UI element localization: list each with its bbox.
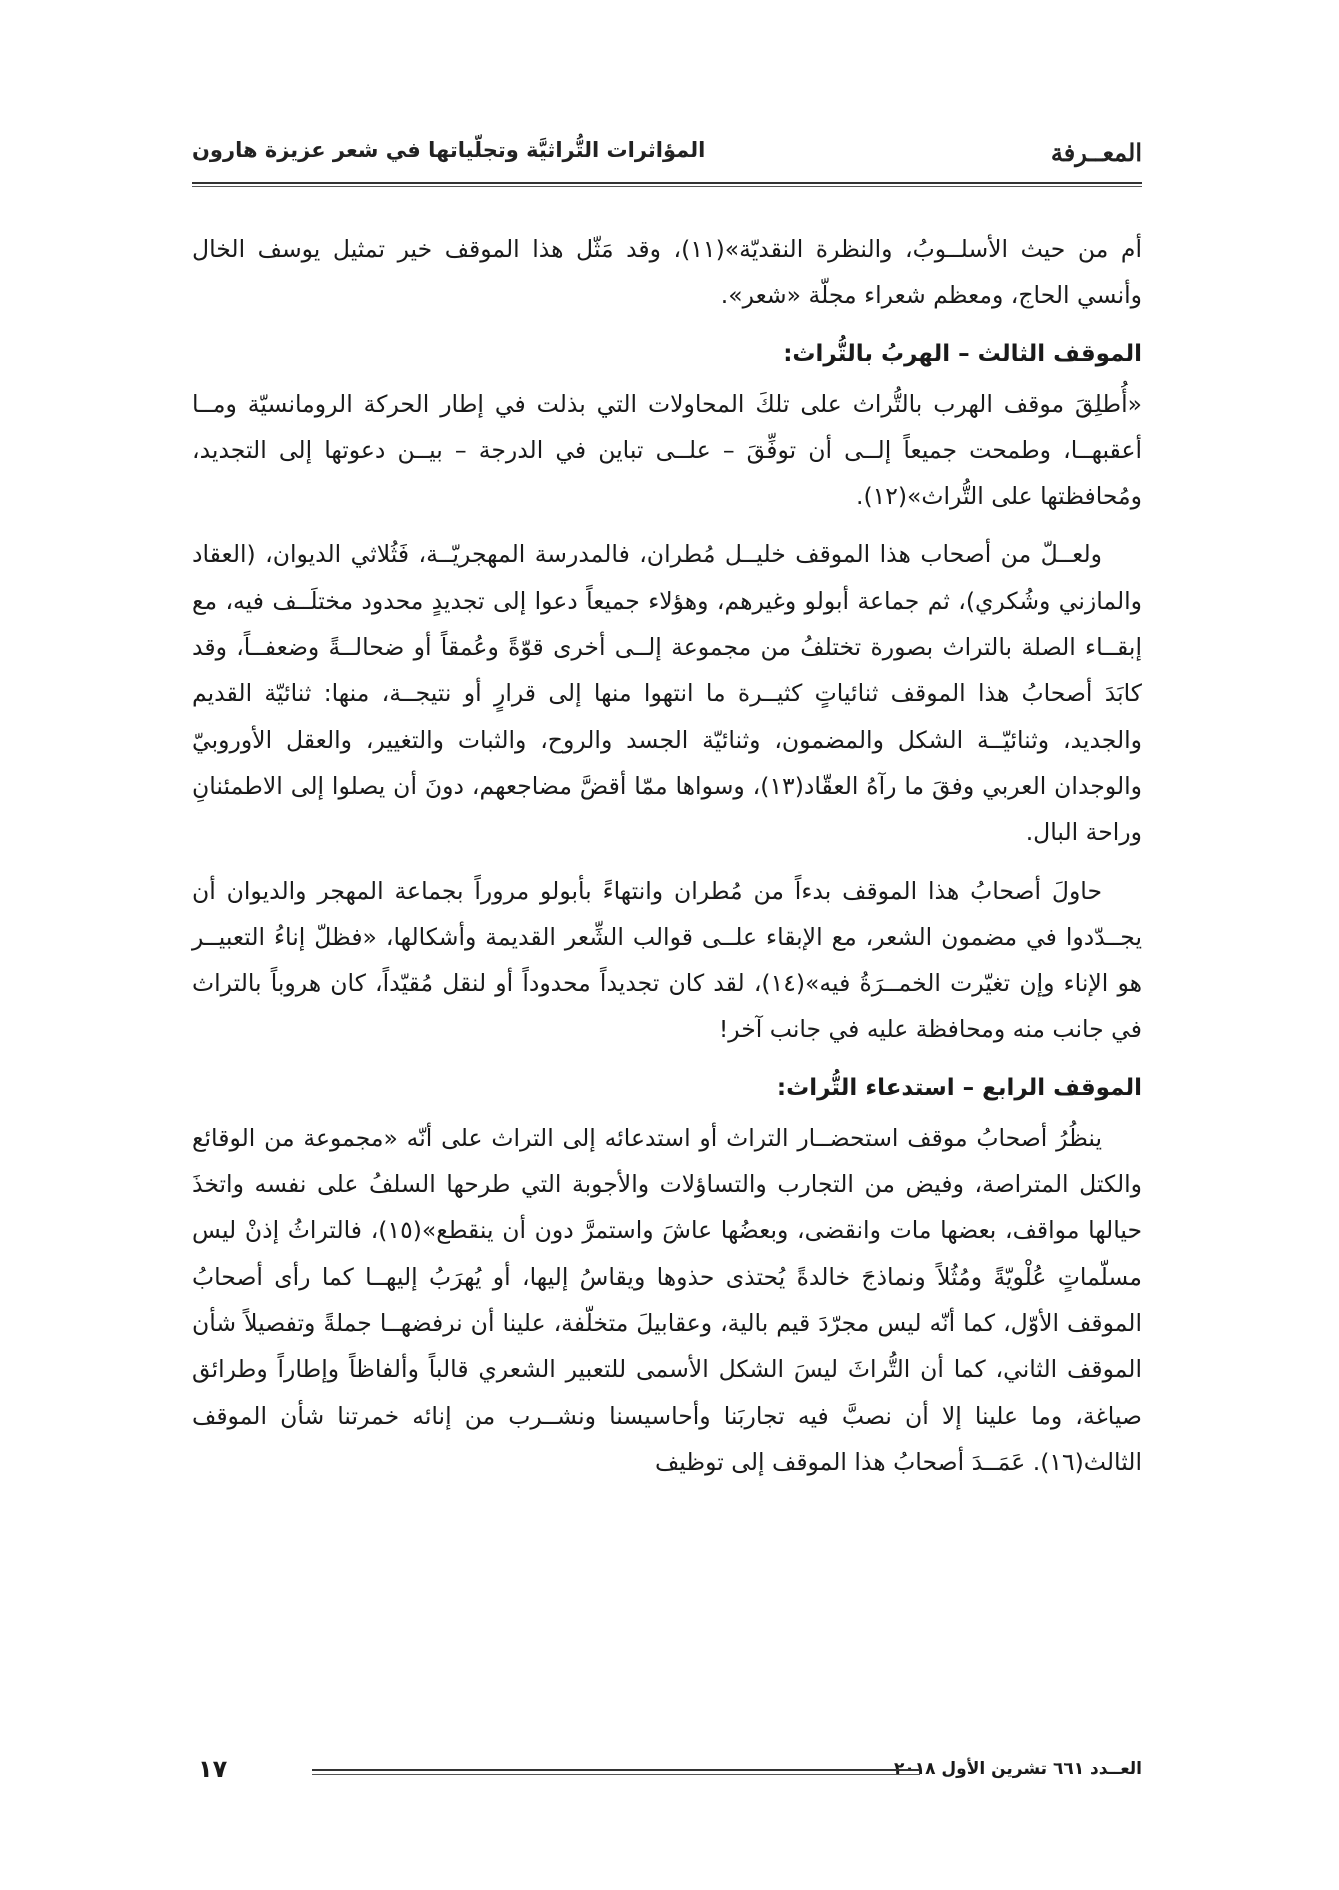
page-footer (192, 1755, 1142, 1795)
paragraph-4: حاولَ أصحابُ هذا الموقف بدءاً من مُطران وانتهاءً بأبولو مروراً بجماعة المهجر والديوان أن يجــدّدوا في مضمون الشعر، مع الإبقاء علــى قوالب الشِّعر القديمة وأشكالها، «فظلّ إناءُ التعبيــر هو الإناء وإن تغيّرت الخمــرَةُ فيه»(١٤)، لقد كان تجديداً محدوداً أو لنقل مُقيّداً، كان هروباً بالتراث في جانب منه ومحافظة عليه في جانب آخر! (192, 876, 1142, 1044)
article-body (192, 226, 1142, 1497)
page-number: ١٧ (198, 1755, 228, 1783)
section-heading-third-position: الموقف الثالث – الهربُ بالتُّراث: (783, 340, 1142, 367)
paragraph-5: ينظُرُ أصحابُ موقف استحضــار التراث أو استدعائه إلى التراث على أنّه «مجموعة من الوقائع والكتل المتراصة، وفيض من التجارب والتساؤلات والأجوبة التي طرحها السلفُ على نفسه واتخذَ حيالها مواقف، بعضها مات وانقضى، وبعضُها عاشَ واستمرَّ دون أن ينقطع»(١٥)، فالتراثُ إذنْ ليس مسلّماتٍ عُلْويّةً ومُثُلاً ونماذجَ خالدةً يُحتذى حذوها ويقاسُ إليها، أو يُهرَبُ إليهــا كما رأى أصحابُ الموقف الأوّل، كما أنّه ليس مجرّدَ قيم بالية، وعقابيلَ متخلّفة، علينا أن نرفضهــا جملةً وتفصيلاً شأن الموقف الثاني، كما أن التُّراثَ ليسَ الشكل الأسمى للتعبير الشعري قالباً وألفاظاً وإطاراً وطرائق صياغة، وما علينا إلا أن نصبَّ فيه تجاربَنا وأحاسيسنا ونشــرب من إنائه خمرتنا شأن الموقف الثالث(١٦). عَمَــدَ أصحابُ هذا الموقف إلى توظيف (192, 1123, 1142, 1476)
running-title: المؤاثرات التُّراثيَّة وتجلّياتها في شعر عزيزة هارون (192, 138, 706, 162)
paragraph-3: ولعــلّ من أصحاب هذا الموقف خليــل مُطران، فالمدرسة المهجريّــة، فَثُلاثي الديوان، (العقاد والمازني وشُكري)، ثم جماعة أبولو وغيرهم، وهؤلاء جميعاً دعوا إلى تجديدٍ محدود مختلَــف فيه، مع إبقــاء الصلة بالتراث بصورة تختلفُ من مجموعة إلــى أخرى قوّةً وعُمقاً أو ضحالــةً وضعفــاً، وقد كابَدَ أصحابُ هذا الموقف ثنائياتٍ كثيــرة ما انتهوا منها إلى قرارٍ أو نتيجــة، منها: ثنائيّة القديم والجديد، وثنائيّــة الشكل والمضمون، وثنائيّة الجسد والروح، والثبات والتغيير، والعقل الأوروبيّ والوجدان العربي وفقَ ما رآهُ العقّاد(١٣)، وسواها ممّا أقضَّ مضاجعهم، دونَ أن يصلوا إلى الاطمئنانِ وراحة البال. (192, 540, 1142, 847)
page-header (192, 134, 1142, 174)
footer-divider-thin (312, 1774, 920, 1775)
header-divider-thin (192, 186, 1142, 187)
paragraph-1: أم من حيث الأسلــوبُ، والنظرة النقديّة»(١١)، وقد مَثّل هذا الموقف خير تمثيل يوسف الخال وأنسي الحاج، ومعظم شعراء مجلّة «شعر». (192, 235, 1142, 310)
section-heading-fourth-position: الموقف الرابع – استدعاء التُّراث: (776, 1074, 1142, 1101)
issue-info: العــدد ٦٦١ تشرين الأول ٢٠١٨ (893, 1759, 1142, 1779)
paragraph-2: «أُطلِقَ موقف الهرب بالتُّراث على تلكَ المحاولات التي بذلت في إطار الحركة الرومانسيّة ومــا أعقبهــا، وطمحت جميعاً إلــى أن توفِّقَ – علــى تباين في الدرجة – بيــن دعوتها إلى التجديد، ومُحافظتها على التُّراث»(١٢). (192, 389, 1142, 511)
journal-logo: المعــرفة (1050, 138, 1142, 167)
footer-divider (312, 1769, 920, 1771)
header-divider (192, 182, 1142, 184)
